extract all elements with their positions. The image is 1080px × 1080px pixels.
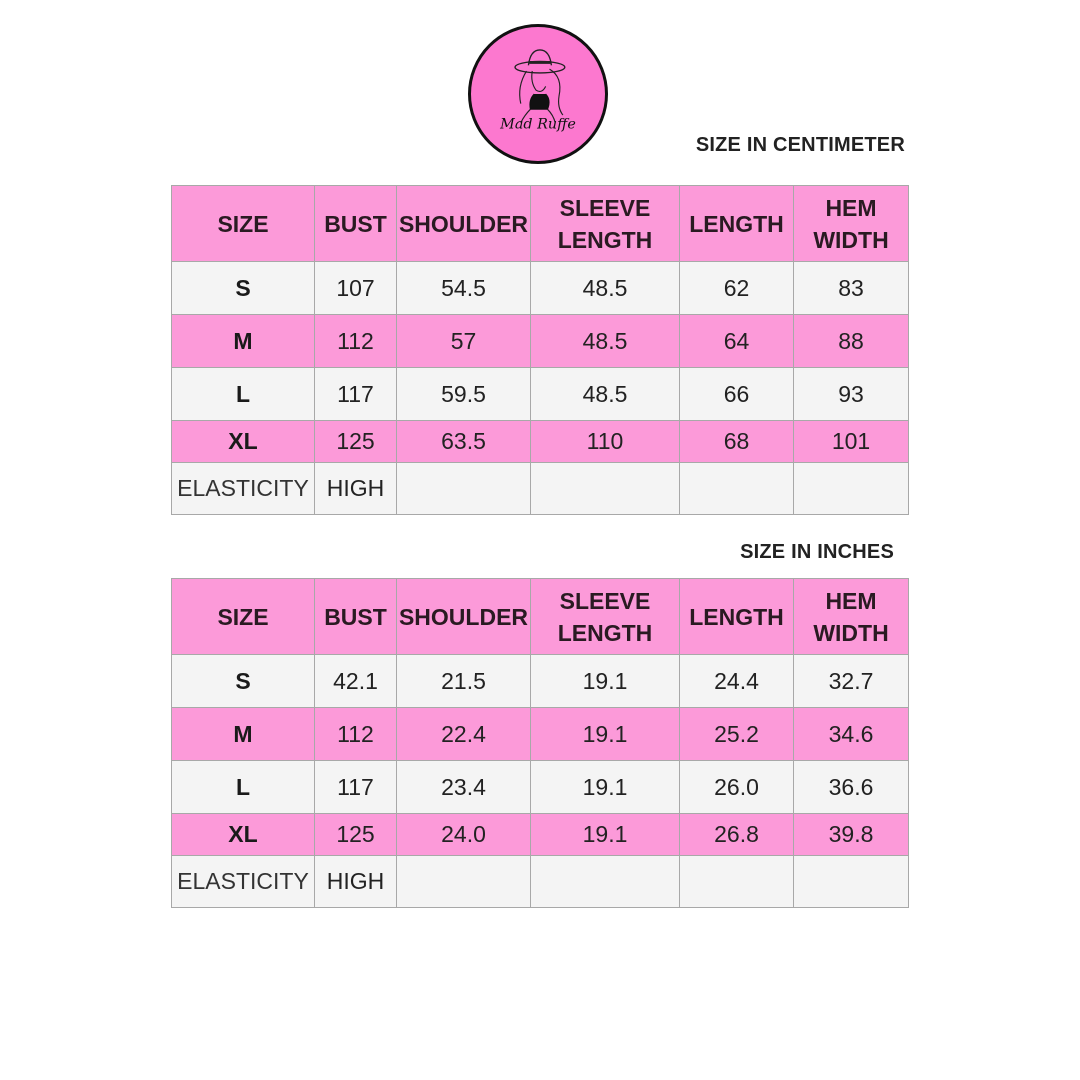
bust-value: 112 [315,315,397,368]
header-shoulder: SHOULDER [397,186,531,262]
hem-width-value: 39.8 [794,814,909,856]
empty-cell [531,856,680,908]
length-value: 64 [680,315,794,368]
elasticity-row [172,463,909,515]
elasticity-label: ELASTICITY [172,463,315,515]
size-label: L [172,761,315,814]
shoulder-value: 21.5 [397,655,531,708]
table-row [172,655,909,708]
sleeve-length-value: 48.5 [531,368,680,421]
bust-value: 42.1 [315,655,397,708]
hem-width-value: 93 [794,368,909,421]
header-sleeve-length: SLEEVE LENGTH [531,579,680,655]
sleeve-length-value: 48.5 [531,262,680,315]
length-value: 26.8 [680,814,794,856]
empty-cell [680,463,794,515]
elasticity-value: HIGH [315,463,397,515]
hem-width-value: 32.7 [794,655,909,708]
length-value: 26.0 [680,761,794,814]
header-length: LENGTH [680,186,794,262]
length-value: 24.4 [680,655,794,708]
table-row [172,708,909,761]
bust-value: 117 [315,761,397,814]
hem-width-value: 34.6 [794,708,909,761]
table-header-row [172,579,909,655]
size-label: M [172,315,315,368]
elasticity-row [172,856,909,908]
shoulder-value: 63.5 [397,421,531,463]
header-size: SIZE [172,186,315,262]
bust-value: 117 [315,368,397,421]
header-length: LENGTH [680,579,794,655]
hem-width-value: 83 [794,262,909,315]
table-row [172,814,909,856]
size-table-centimeter [171,185,909,515]
header-hem-width: HEM WIDTH [794,186,909,262]
bust-value: 112 [315,708,397,761]
size-label: S [172,262,315,315]
hem-width-value: 36.6 [794,761,909,814]
caption-centimeter: SIZE IN CENTIMETER [695,134,905,156]
bust-value: 125 [315,814,397,856]
empty-cell [794,463,909,515]
table-header-row [172,186,909,262]
shoulder-value: 24.0 [397,814,531,856]
header-bust: BUST [315,186,397,262]
elasticity-value: HIGH [315,856,397,908]
size-label: XL [172,814,315,856]
brand-logo [468,24,608,164]
bust-value: 107 [315,262,397,315]
caption-inches: SIZE IN INCHES [740,541,894,563]
table-row [172,368,909,421]
empty-cell [794,856,909,908]
length-value: 25.2 [680,708,794,761]
header-hem-width: HEM WIDTH [794,579,909,655]
bust-value: 125 [315,421,397,463]
table-row [172,315,909,368]
sleeve-length-value: 19.1 [531,708,680,761]
empty-cell [680,856,794,908]
header-size: SIZE [172,579,315,655]
empty-cell [531,463,680,515]
woman-with-hat-icon [471,27,605,161]
header-sleeve-length: SLEEVE LENGTH [531,186,680,262]
empty-cell [397,463,531,515]
size-label: M [172,708,315,761]
length-value: 62 [680,262,794,315]
sleeve-length-value: 48.5 [531,315,680,368]
elasticity-label: ELASTICITY [172,856,315,908]
shoulder-value: 59.5 [397,368,531,421]
header-shoulder: SHOULDER [397,579,531,655]
hem-width-value: 101 [794,421,909,463]
size-label: XL [172,421,315,463]
logo-wordmark: Mad Ruffe [500,116,576,133]
empty-cell [397,856,531,908]
length-value: 68 [680,421,794,463]
length-value: 66 [680,368,794,421]
size-table-inches [171,578,909,908]
sleeve-length-value: 19.1 [531,761,680,814]
size-label: S [172,655,315,708]
table-row [172,262,909,315]
table-row [172,421,909,463]
hem-width-value: 88 [794,315,909,368]
sleeve-length-value: 110 [531,421,680,463]
shoulder-value: 23.4 [397,761,531,814]
shoulder-value: 22.4 [397,708,531,761]
size-label: L [172,368,315,421]
header-bust: BUST [315,579,397,655]
sleeve-length-value: 19.1 [531,814,680,856]
shoulder-value: 57 [397,315,531,368]
table-row [172,761,909,814]
shoulder-value: 54.5 [397,262,531,315]
sleeve-length-value: 19.1 [531,655,680,708]
